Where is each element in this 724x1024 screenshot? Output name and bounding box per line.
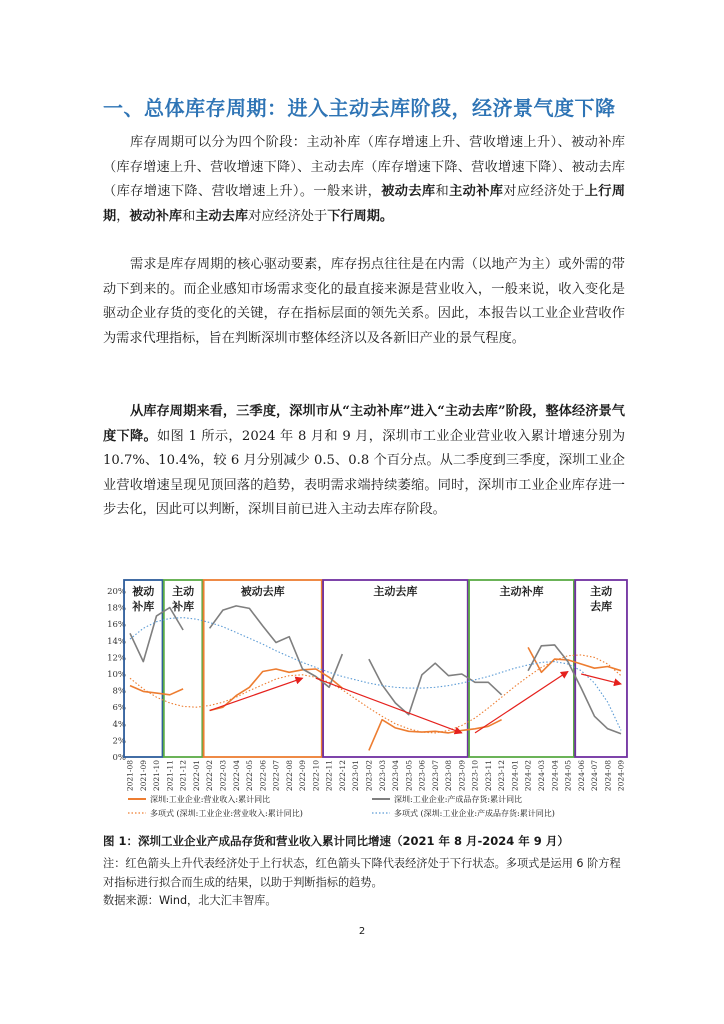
x-tick-label: 2021-10 bbox=[152, 760, 162, 792]
phase-label: 主动补库 bbox=[499, 585, 544, 598]
x-tick-label: 2021-08 bbox=[125, 760, 135, 792]
data-source: 数据来源：Wind，北大汇丰智库。 bbox=[103, 894, 277, 907]
x-tick-label: 2023-04 bbox=[391, 760, 401, 792]
phase-label: 主动去库 bbox=[373, 585, 418, 598]
paragraph1-run-7: 被动补库 bbox=[129, 208, 183, 224]
paragraph1-run-4: 对应经济处于 bbox=[503, 184, 585, 199]
x-tick-label: 2021-12 bbox=[178, 760, 188, 792]
y-tick-label: 16% bbox=[107, 620, 126, 631]
x-tick-label: 2024-09 bbox=[616, 760, 626, 792]
y-tick-label: 10% bbox=[107, 670, 126, 680]
x-tick-label: 2023-01 bbox=[351, 760, 361, 792]
x-tick-label: 2022-07 bbox=[271, 760, 281, 792]
x-tick-label: 2024-01 bbox=[510, 760, 520, 792]
x-tick-label: 2023-09 bbox=[457, 760, 467, 792]
legend-label-3: 多项式 (深圳:工业企业:产成品存货:累计同比) bbox=[394, 809, 555, 818]
x-tick-label: 2023-06 bbox=[417, 760, 427, 792]
y-tick-label: 12% bbox=[107, 653, 126, 664]
x-tick-label: 2024-06 bbox=[576, 760, 586, 792]
x-tick-label: 2023-12 bbox=[497, 760, 507, 792]
phase-label: 主动 bbox=[590, 585, 613, 598]
figure-note: 注：红色箭头上升代表经济处于上行状态，红色箭头下降代表经济处于下行状态。多项式是运用 6 阶方程对指标进行拟合而生成的结果，以助于判断指标的趋势。 bbox=[103, 857, 621, 889]
legend-label-1: 深圳:工业企业:产成品存货:累计同比 bbox=[394, 795, 523, 804]
y-tick-label: 8% bbox=[112, 686, 126, 697]
paragraph1-run-9: 主动去库 bbox=[195, 208, 249, 224]
phase-label: 补库 bbox=[132, 600, 155, 613]
y-tick-label: 20% bbox=[107, 587, 126, 597]
paragraph1-run-11: 下行周期。 bbox=[327, 208, 394, 224]
x-tick-label: 2022-10 bbox=[311, 760, 321, 792]
x-tick-label: 2024-07 bbox=[590, 760, 600, 792]
y-tick-label: 2% bbox=[112, 736, 126, 747]
phase-label: 补库 bbox=[172, 600, 195, 613]
phase-label: 去库 bbox=[590, 600, 613, 613]
trend-arrow-2 bbox=[475, 672, 568, 733]
paragraph1-run-1: 被动去库 bbox=[381, 184, 436, 199]
x-tick-label: 2024-05 bbox=[563, 760, 573, 792]
x-tick-label: 2021-11 bbox=[165, 760, 175, 792]
x-tick-label: 2024-04 bbox=[550, 760, 560, 792]
paragraph3-run-0: 从库存周期来看，三季度，深圳市从“主动补库”进入“主动去库”阶段，整体经济景气度下降。 bbox=[103, 404, 625, 444]
y-tick-label: 0% bbox=[112, 753, 126, 763]
paragraph1-run-5: 上行周期 bbox=[103, 184, 626, 224]
x-tick-label: 2022-04 bbox=[231, 760, 241, 792]
phase-box-4 bbox=[469, 580, 574, 757]
x-tick-label: 2023-05 bbox=[404, 760, 414, 792]
x-tick-label: 2022-03 bbox=[218, 760, 228, 792]
x-tick-label: 2023-02 bbox=[364, 760, 374, 792]
x-tick-label: 2024-03 bbox=[537, 760, 547, 792]
x-tick-label: 2024-08 bbox=[603, 760, 613, 792]
page-number: 2 bbox=[358, 926, 366, 937]
legend-label-2: 多项式 (深圳:工业企业:营业收入:累计同比) bbox=[150, 809, 303, 818]
paragraph1-run-10: 对应经济处于 bbox=[248, 208, 328, 224]
x-tick-label: 2022-12 bbox=[337, 760, 347, 792]
phase-box-2 bbox=[204, 580, 322, 757]
paragraph-q3-assessment bbox=[103, 400, 625, 523]
trend-arrow-0 bbox=[210, 678, 303, 710]
paragraph1-run-0: 库存周期可以分为四个阶段：主动补库（库存增速上升、营收增速上升）、被动补库（库存增速上升、营收增速下降）、主动去库（库存增速下降、营收增速下降）、被动去库（库存增速下降、营收增速上升）。一般来讲， bbox=[103, 135, 625, 199]
x-tick-label: 2022-02 bbox=[205, 760, 215, 792]
y-tick-label: 18% bbox=[107, 603, 126, 614]
inventory-revenue-chart bbox=[100, 576, 630, 826]
x-tick-label: 2022-06 bbox=[258, 760, 268, 792]
x-tick-label: 2022-09 bbox=[298, 760, 308, 792]
x-tick-label: 2023-10 bbox=[470, 760, 480, 792]
phase-label: 被动 bbox=[132, 585, 155, 598]
paragraph-inventory-phases bbox=[103, 131, 625, 229]
x-tick-label: 2023-07 bbox=[430, 760, 440, 792]
paragraph1-run-2: 和 bbox=[435, 184, 450, 199]
x-tick-label: 2022-05 bbox=[245, 760, 255, 792]
x-tick-label: 2022-01 bbox=[191, 760, 201, 792]
phase-label: 主动 bbox=[172, 585, 195, 598]
x-tick-label: 2023-03 bbox=[377, 760, 387, 792]
paragraph2-run-0: 需求是库存周期的核心驱动要素，库存拐点往往是在内需（以地产为主）或外需的带动下到来的。而企业感知市场需求变化的最直接来源是营业收入，一般来说，收入变化是驱动企业存货的变化的关键，存在指标层面的领先关系。因此，本报告以工业企业营收作为需求代理指标，旨在判断深圳市整体经济以及各新旧产业的景气程度。 bbox=[103, 257, 625, 346]
paragraph3-run-1: 如图 1 所示，2024 年 8 月和 9 月，深圳市工业企业营业收入累计增速分别为 10.7%、10.4%，较 6 月分别减少 0.5、0.8 个百分点。从二季度到三季度，深圳工业企业营收增速呈现见顶回落的趋势，表明需求端持续萎缩。同时，深圳市工业企业库存进一步去化，因此可以判断，深圳目前已进入主动去库存阶段。 bbox=[103, 428, 626, 517]
trend-arrow-3 bbox=[581, 674, 621, 684]
paragraph1-run-3: 主动补库 bbox=[449, 184, 504, 199]
x-tick-label: 2022-11 bbox=[324, 760, 334, 792]
legend-label-0: 深圳:工业企业:营业收入:累计同比 bbox=[150, 795, 271, 804]
paragraph1-run-6: ， bbox=[116, 208, 130, 224]
x-tick-label: 2023-11 bbox=[483, 760, 493, 792]
x-tick-label: 2024-02 bbox=[523, 760, 533, 792]
x-tick-label: 2022-08 bbox=[284, 760, 294, 792]
x-tick-label: 2023-08 bbox=[444, 760, 454, 792]
y-tick-label: 6% bbox=[112, 703, 126, 714]
x-tick-label: 2021-09 bbox=[138, 760, 148, 792]
section-heading: 一、总体库存周期：进入主动去库阶段，经济景气度下降 bbox=[103, 96, 616, 120]
paragraph-demand-driver bbox=[103, 253, 625, 351]
phase-label: 被动去库 bbox=[240, 585, 285, 598]
y-tick-label: 4% bbox=[112, 719, 126, 730]
paragraph1-run-8: 和 bbox=[182, 208, 196, 224]
y-tick-label: 14% bbox=[107, 636, 126, 647]
figure-caption: 图 1：深圳工业企业产成品存货和营业收入累计同比增速（2021 年 8 月-2024 年 9 月） bbox=[103, 834, 569, 848]
